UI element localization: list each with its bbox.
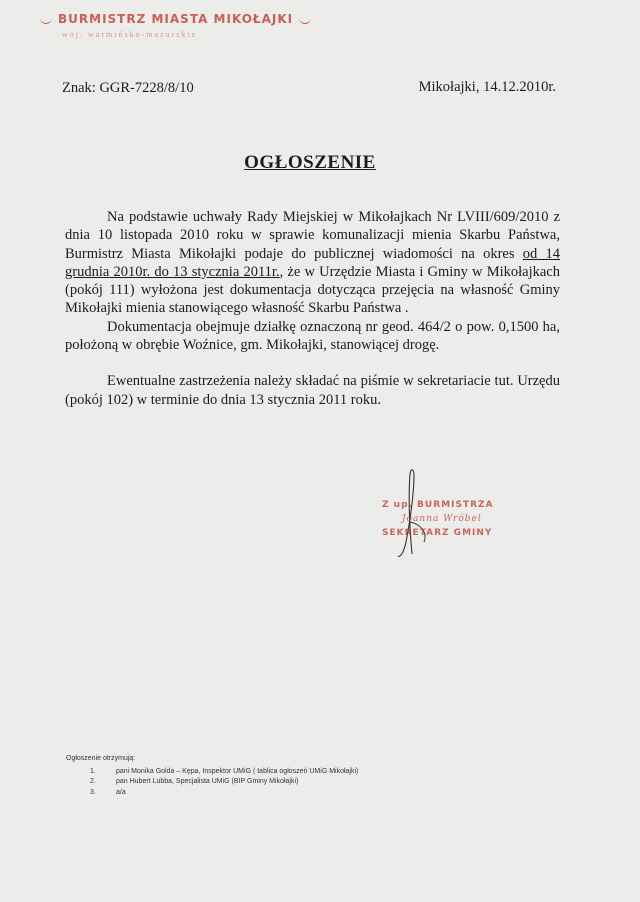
recipients-list [66,767,358,799]
paragraph-main-intro: Na podstawie uchwały Rady Miejskiej w Mikołajkach Nr LVIII/609/2010 z dnia 10 listopada 2010 roku w sprawie komunalizacji mienia Skarbu Państwa, Burmistrz Miasta Mikołajki podaje do publicznej wiadomości na okres [65,209,560,262]
recipients-block [66,754,358,798]
list-item [66,788,358,799]
stamp-flourish-icon [299,15,311,24]
header-stamp [40,12,311,39]
stamp-subtitle: woj. warmińsko-mazurskie [62,30,198,39]
signature-stamp [382,498,494,540]
recipients-title: Ogłoszenie otrzymują: [66,755,136,762]
document-body [65,208,560,409]
signature-stamp-line2: SEKRETARZ GMINY [382,528,493,538]
signature-stamp-line1: Z up. BURMISTRZA [382,500,494,510]
paragraph-main [65,208,560,318]
list-item-number: 2. [90,778,96,785]
list-item [66,777,358,788]
list-item-text: a/a [116,788,126,796]
list-item-text: pani Monika Golda – Kępa, Inspektor UMiG ( tablica ogłoszeń UMiG Mikołajki) [116,767,359,775]
display-period: od 14 grudnia 2010r. do 13 stycznia 2011r. [65,245,560,280]
paragraph-main-rest: , że w Urzędzie Miasta i Gminy w Mikołajkach (pokój 111) wyłożona jest dokumentacja dotycząca przejęcia na własność Gminy Mikołajki mienia stanowiącego własność Skarbu Państwa . [65,263,560,317]
stamp-title: BURMISTRZ MIASTA MIKOŁAJKI [58,12,294,26]
document-heading: OGŁOSZENIE [244,152,376,173]
stamp-title-row [40,12,311,26]
list-item-text: pan Hubert Lubba, Specjalista UMiG (BIP Gminy Mikołajki) [116,778,299,785]
place-date: Mikołajki, 14.12.2010r. [418,79,556,95]
reference-number: Znak: GGR-7228/8/10 [62,80,194,96]
signature-name: Joanna Wróbel [402,514,482,524]
stamp-flourish-icon [40,15,52,24]
signature-block [370,462,520,582]
list-item-number: 1. [90,767,96,775]
list-item [66,767,358,778]
paragraph-objections: Ewentualne zastrzeżenia należy składać na piśmie w sekretariacie tut. Urzędu (pokój 102) w terminie do dnia 13 stycznia 2011 roku. [65,373,560,408]
paragraph-parcel: Dokumentacja obejmuje działkę oznaczoną nr geod. 464/2 o pow. 0,1500 ha, położoną w obrębie Woźnice, gm. Mikołajki, stanowiącej drogę. [65,318,560,354]
list-item-number: 3. [90,788,96,796]
